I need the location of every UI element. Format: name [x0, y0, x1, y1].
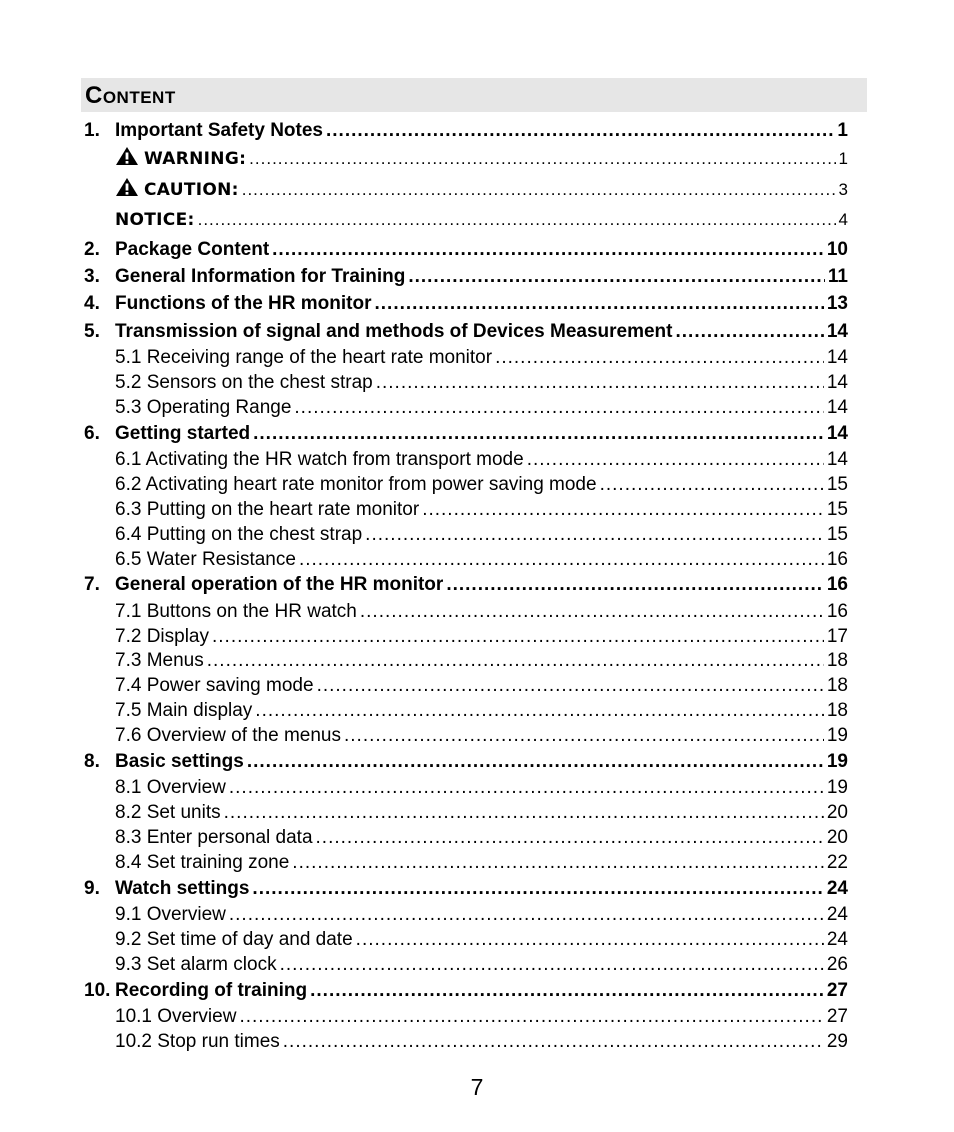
toc-entry[interactable]: [84, 370, 848, 395]
toc-entry-label: Transmission of signal and methods of Devices Measurement: [115, 320, 673, 342]
toc-entry-label: 9.1 Overview: [115, 904, 226, 926]
toc-entry-page: 15: [826, 523, 848, 545]
toc-entry[interactable]: [84, 648, 848, 673]
toc-entry-page: 14: [826, 422, 848, 444]
warning-icon: [115, 177, 139, 197]
toc-entry-page: 19: [826, 751, 848, 773]
toc-entry[interactable]: [84, 624, 848, 649]
toc-entry-label: 8.1 Overview: [115, 777, 226, 799]
toc-entry-label: 10.2 Stop run times: [115, 1031, 280, 1053]
toc-entry[interactable]: [84, 345, 848, 370]
toc-entry-label: 7.5 Main display: [115, 700, 253, 722]
toc-entry[interactable]: [84, 472, 848, 497]
toc-entry-label: 6.3 Putting on the heart rate monitor: [115, 498, 420, 520]
toc-entry[interactable]: [84, 698, 848, 723]
dot-leader: [252, 875, 823, 902]
toc-entry-label: 5.1 Receiving range of the heart rate monitor: [115, 346, 493, 368]
toc-entry-number: 1.: [84, 120, 100, 141]
toc-entry-page: 15: [826, 498, 848, 520]
toc-entry[interactable]: [84, 497, 848, 522]
toc-entry-label: 6.5 Water Resistance: [115, 548, 296, 570]
toc-entry-number: 9.: [84, 877, 100, 899]
toc-entry-number: 10.: [84, 979, 111, 1001]
dot-leader: [207, 648, 824, 673]
toc-entry-page: 14: [826, 320, 848, 342]
toc-entry-page: 10: [826, 238, 848, 260]
toc-entry-label: 5.2 Sensors on the chest strap: [115, 371, 373, 393]
toc-entry-label: Package Content: [115, 238, 270, 260]
dot-leader: [229, 775, 824, 800]
toc-entry[interactable]: [84, 850, 848, 875]
dot-leader: [316, 825, 824, 850]
dot-leader: [272, 236, 824, 263]
dot-leader: [212, 624, 824, 649]
toc-entry-label: 7.3 Menus: [115, 650, 204, 672]
toc-entry-number: 5.: [84, 320, 100, 342]
toc-entry-label: 6.2 Activating heart rate monitor from power saving mode: [115, 473, 597, 495]
toc-entry-label: [115, 175, 239, 205]
toc-entry-label: 9.3 Set alarm clock: [115, 953, 277, 975]
dot-leader: [249, 144, 835, 174]
toc-entry-label: 10.1 Overview: [115, 1006, 237, 1028]
toc-entry-number: 2.: [84, 238, 100, 260]
dot-leader: [360, 599, 824, 624]
toc-entry-page: 18: [826, 700, 848, 722]
dot-leader: [242, 175, 836, 205]
toc-entry-number: 7.: [84, 574, 100, 596]
table-of-contents: [84, 117, 848, 1054]
toc-entry-number: 8.: [84, 751, 100, 773]
dot-leader: [292, 850, 824, 875]
toc-entry-page: 19: [826, 725, 848, 747]
toc-entry[interactable]: [84, 395, 848, 420]
toc-entry-label: 9.2 Set time of day and date: [115, 929, 353, 951]
toc-entry[interactable]: [84, 902, 848, 927]
toc-entry-label: Watch settings: [115, 877, 250, 899]
toc-entry-page: 18: [826, 675, 848, 697]
toc-entry[interactable]: [84, 205, 848, 236]
toc-entry[interactable]: [84, 522, 848, 547]
dot-leader: [422, 497, 824, 522]
toc-entry-label: 8.2 Set units: [115, 802, 221, 824]
toc-entry-label: 7.1 Buttons on the HR watch: [115, 600, 357, 622]
dot-leader: [283, 1029, 824, 1054]
dot-leader: [408, 263, 825, 290]
toc-entry[interactable]: [84, 599, 848, 624]
page-number: 7: [470, 1074, 484, 1100]
toc-entry-page: 26: [826, 953, 848, 975]
toc-entry-label: [115, 144, 246, 174]
toc-entry-page: 16: [826, 548, 848, 570]
toc-entry-label: 8.3 Enter personal data: [115, 827, 313, 849]
dot-leader: [365, 522, 824, 547]
toc-entry-page: 27: [826, 979, 848, 1001]
dot-leader: [255, 698, 824, 723]
toc-entry[interactable]: [84, 875, 848, 902]
toc-entry-page: 13: [826, 293, 848, 315]
toc-entry-label: 5.3 Operating Range: [115, 396, 292, 418]
toc-entry-label: [115, 205, 195, 235]
toc-entry-page: 14: [826, 448, 848, 470]
toc-entry-label: Functions of the HR monitor: [115, 293, 372, 315]
toc-entry[interactable]: [84, 447, 848, 472]
toc-entry[interactable]: [84, 723, 848, 748]
dot-leader: [198, 205, 836, 235]
toc-entry-page: 16: [826, 574, 848, 596]
toc-entry-number: 6.: [84, 422, 100, 444]
toc-entry-page: 29: [826, 1031, 848, 1053]
toc-entry-label: 6.4 Putting on the chest strap: [115, 523, 363, 545]
toc-entry-label: General operation of the HR monitor: [115, 574, 444, 596]
dot-leader: [280, 952, 824, 977]
toc-entry-page: 1: [838, 149, 848, 169]
dot-leader: [294, 395, 823, 420]
toc-entry[interactable]: [84, 825, 848, 850]
toc-entry-label: 6.1 Activating the HR watch from transport mode: [115, 448, 524, 470]
notice-label: NOTICE:: [115, 210, 195, 231]
toc-entry-label: General Information for Training: [115, 266, 406, 288]
toc-entry-page: 1: [837, 120, 848, 141]
toc-entry-page: 20: [826, 802, 848, 824]
toc-entry[interactable]: [84, 420, 848, 447]
toc-entry[interactable]: [84, 800, 848, 825]
dot-leader: [299, 547, 824, 572]
toc-entry[interactable]: [84, 571, 848, 598]
toc-entry-page: 18: [826, 650, 848, 672]
toc-entry-page: 24: [826, 877, 848, 899]
dot-leader: [495, 345, 824, 370]
toc-entry[interactable]: [84, 952, 848, 977]
dot-leader: [527, 447, 824, 472]
dot-leader: [229, 902, 824, 927]
notice-label: WARNING:: [144, 149, 247, 170]
toc-entry[interactable]: [84, 117, 848, 144]
toc-entry[interactable]: [84, 977, 848, 1004]
warning-icon: [115, 146, 139, 166]
dot-leader: [344, 723, 824, 748]
toc-entry-page: 20: [826, 827, 848, 849]
toc-entry-page: 3: [838, 179, 848, 199]
toc-entry-label: 7.4 Power saving mode: [115, 675, 314, 697]
toc-entry[interactable]: [84, 927, 848, 952]
content-heading-bar: [81, 78, 867, 112]
dot-leader: [224, 800, 824, 825]
dot-leader: [600, 472, 824, 497]
dot-leader: [376, 370, 824, 395]
toc-entry-page: 22: [826, 852, 848, 874]
toc-entry-label: Basic settings: [115, 751, 244, 773]
toc-entry[interactable]: [84, 236, 848, 263]
toc-entry-page: 14: [826, 346, 848, 368]
dot-leader: [247, 748, 824, 775]
dot-leader: [253, 420, 824, 447]
toc-entry[interactable]: [84, 144, 848, 175]
toc-entry-page: 15: [826, 473, 848, 495]
toc-entry-number: 3.: [84, 266, 100, 288]
dot-leader: [239, 1004, 823, 1029]
toc-entry-page: 14: [826, 371, 848, 393]
toc-entry-label: 7.2 Display: [115, 625, 209, 647]
toc-entry-number: 4.: [84, 293, 100, 315]
toc-entry-label: 7.6 Overview of the menus: [115, 725, 341, 747]
toc-entry-page: 11: [827, 266, 848, 288]
toc-entry-page: 16: [826, 600, 848, 622]
notice-label: CAUTION:: [144, 179, 239, 200]
toc-entry-label: Getting started: [115, 422, 251, 444]
toc-entry[interactable]: [84, 1029, 848, 1054]
toc-entry[interactable]: [84, 775, 848, 800]
toc-entry[interactable]: [84, 290, 848, 317]
content-heading: Content: [85, 82, 176, 109]
toc-entry-page: 24: [826, 904, 848, 926]
toc-entry-label: 8.4 Set training zone: [115, 852, 290, 874]
dot-leader: [310, 977, 824, 1004]
toc-entry-label: Important Safety Notes: [115, 120, 323, 141]
toc-entry[interactable]: [84, 547, 848, 572]
toc-entry-page: 19: [826, 777, 848, 799]
toc-entry[interactable]: [84, 748, 848, 775]
toc-entry[interactable]: [84, 318, 848, 345]
dot-leader: [326, 117, 834, 144]
dot-leader: [356, 927, 824, 952]
toc-entry-page: 27: [826, 1006, 848, 1028]
dot-leader: [676, 318, 824, 345]
toc-entry-label: Recording of training: [115, 979, 308, 1001]
toc-entry[interactable]: [84, 1004, 848, 1029]
toc-entry[interactable]: [84, 673, 848, 698]
dot-leader: [317, 673, 824, 698]
toc-entry-page: 4: [838, 210, 848, 230]
dot-leader: [374, 290, 823, 317]
toc-entry-page: 24: [826, 929, 848, 951]
toc-entry[interactable]: [84, 175, 848, 206]
toc-entry[interactable]: [84, 263, 848, 290]
toc-entry-page: 17: [826, 625, 848, 647]
toc-entry-page: 14: [826, 396, 848, 418]
dot-leader: [446, 571, 824, 598]
